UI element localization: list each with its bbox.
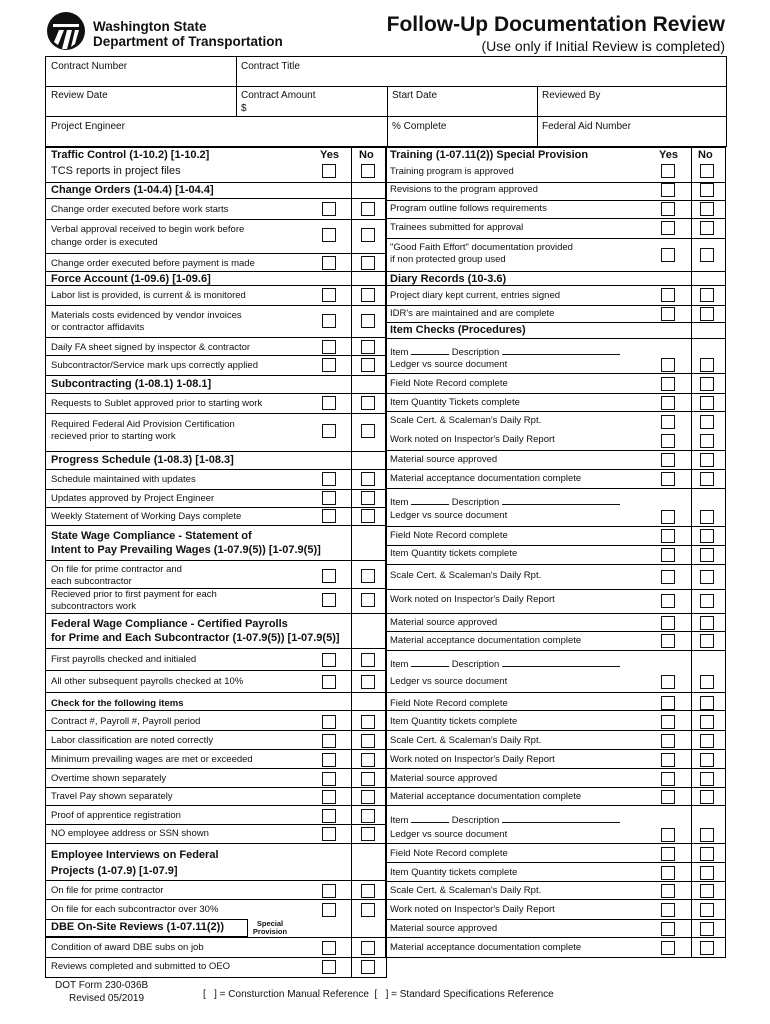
item-text: Scale Cert. & Scaleman's Daily Rpt. bbox=[390, 570, 542, 581]
section-dbe: DBE On-Site Reviews (1-07.11(2)) bbox=[46, 919, 248, 937]
item-text: Subcontractor/Service mark ups correctly applied bbox=[51, 360, 258, 371]
item-text: Ledger vs source document bbox=[390, 829, 508, 840]
agency-line1: Washington State bbox=[93, 19, 207, 34]
yes-checkbox[interactable] bbox=[322, 715, 336, 729]
no-checkbox[interactable] bbox=[700, 288, 714, 302]
item-text: Condition of award DBE subs on job bbox=[51, 942, 204, 953]
no-checkbox[interactable] bbox=[700, 790, 714, 804]
no-checkbox[interactable] bbox=[700, 164, 714, 178]
item-text: Change order executed before payment is made bbox=[51, 258, 255, 269]
item-text: First payrolls checked and initialed bbox=[51, 654, 197, 665]
yes-checkbox[interactable] bbox=[661, 922, 675, 936]
yes-checkbox[interactable] bbox=[661, 358, 675, 372]
item-text: "Good Faith Effort" documentation provided bbox=[390, 242, 573, 253]
review-date-field[interactable]: Review Date bbox=[51, 90, 108, 101]
item-text: On file for each subcontractor over 30% bbox=[51, 904, 219, 915]
no-checkbox[interactable] bbox=[361, 903, 375, 917]
no-checkbox[interactable] bbox=[700, 734, 714, 748]
contract-title-field[interactable]: Contract Title bbox=[241, 61, 300, 72]
item-text: Program outline follows requirements bbox=[390, 203, 547, 214]
no-checkbox[interactable] bbox=[361, 884, 375, 898]
agency-line2: Department of Transportation bbox=[93, 34, 283, 49]
yes-checkbox[interactable] bbox=[322, 653, 336, 667]
item-text: TCS reports in project files bbox=[51, 165, 181, 177]
section-employee-interviews bbox=[46, 843, 386, 881]
start-date-field[interactable]: Start Date bbox=[392, 90, 438, 101]
yes-checkbox[interactable] bbox=[661, 847, 675, 861]
yes-checkbox[interactable] bbox=[661, 377, 675, 391]
section-progress-schedule: Progress Schedule (1-08.3) [1-08.3] bbox=[46, 451, 386, 470]
no-checkbox[interactable] bbox=[700, 434, 714, 448]
item-text: change order is executed bbox=[51, 237, 158, 248]
item-text: Reviews completed and submitted to OEO bbox=[51, 961, 231, 972]
no-checkbox[interactable] bbox=[700, 221, 714, 235]
item-text: Trainees submitted for approval bbox=[390, 222, 524, 233]
no-checkbox[interactable] bbox=[361, 675, 375, 689]
no-checkbox[interactable] bbox=[361, 314, 375, 328]
item-text: Work noted on Inspector's Daily Report bbox=[390, 904, 555, 915]
no-checkbox[interactable] bbox=[700, 202, 714, 216]
yes-checkbox[interactable] bbox=[661, 772, 675, 786]
no-checkbox[interactable] bbox=[361, 653, 375, 667]
yes-checkbox[interactable] bbox=[661, 696, 675, 710]
item-text: Work noted on Inspector's Daily Report bbox=[390, 754, 555, 765]
no-checkbox[interactable] bbox=[361, 164, 375, 178]
yes-checkbox[interactable] bbox=[322, 884, 336, 898]
right-column bbox=[385, 147, 726, 958]
left-column bbox=[45, 147, 387, 978]
item-text: Ledger vs source document bbox=[390, 510, 508, 521]
yes-checkbox[interactable] bbox=[661, 941, 675, 955]
yes-checkbox[interactable] bbox=[322, 960, 336, 974]
yes-checkbox[interactable] bbox=[322, 827, 336, 841]
yes-checkbox[interactable] bbox=[322, 340, 336, 354]
yes-checkbox[interactable] bbox=[661, 202, 675, 216]
item-text: Weekly Statement of Working Days complete bbox=[51, 511, 242, 522]
item-text: Overtime shown separately bbox=[51, 773, 167, 784]
yes-checkbox[interactable] bbox=[322, 491, 336, 505]
yes-checkbox[interactable] bbox=[661, 616, 675, 630]
item-text: Material source approved bbox=[390, 454, 498, 465]
percent-complete-field[interactable]: % Complete bbox=[392, 121, 447, 132]
item-text: Item Quantity tickets complete bbox=[390, 716, 518, 727]
item-text: Labor classification are noted correctly bbox=[51, 735, 214, 746]
no-checkbox[interactable] bbox=[700, 548, 714, 562]
no-checkbox[interactable] bbox=[361, 827, 375, 841]
item-text: Field Note Record complete bbox=[390, 848, 508, 859]
item-text: Requests to Sublet approved prior to starting work bbox=[51, 398, 263, 409]
no-checkbox[interactable] bbox=[700, 529, 714, 543]
yes-checkbox[interactable] bbox=[661, 248, 675, 262]
no-checkbox[interactable] bbox=[700, 922, 714, 936]
no-checkbox[interactable] bbox=[700, 570, 714, 584]
check-items-heading: Check for the following items bbox=[51, 698, 184, 709]
no-checkbox[interactable] bbox=[700, 183, 714, 197]
item-text: Material acceptance documentation complete bbox=[390, 635, 582, 646]
no-checkbox[interactable] bbox=[361, 715, 375, 729]
item-text: Training program is approved bbox=[390, 166, 514, 177]
item-text: Field Note Record complete bbox=[390, 378, 508, 389]
no-checkbox[interactable] bbox=[700, 472, 714, 486]
no-checkbox[interactable] bbox=[361, 569, 375, 583]
no-checkbox[interactable] bbox=[361, 960, 375, 974]
section-line: State Wage Compliance - Statement of bbox=[51, 530, 252, 542]
yes-checkbox[interactable] bbox=[322, 228, 336, 242]
no-checkbox[interactable] bbox=[361, 358, 375, 372]
item-description-row[interactable]: Item Description bbox=[390, 813, 620, 827]
section-change-orders: Change Orders (1-04.4) [1-04.4] bbox=[46, 182, 386, 199]
section-state-wage bbox=[46, 525, 386, 561]
no-checkbox[interactable] bbox=[700, 715, 714, 729]
item-text: Scale Cert. & Scaleman's Daily Rpt. bbox=[390, 735, 542, 746]
no-checkbox[interactable] bbox=[361, 396, 375, 410]
item-text: Material acceptance documentation complete bbox=[390, 942, 582, 953]
item-description-row[interactable]: Item Description bbox=[390, 657, 620, 671]
no-checkbox[interactable] bbox=[361, 734, 375, 748]
no-checkbox[interactable] bbox=[361, 753, 375, 767]
yes-checkbox[interactable] bbox=[322, 396, 336, 410]
item-text: recieved prior to starting work bbox=[51, 431, 176, 442]
yes-checkbox[interactable] bbox=[322, 288, 336, 302]
item-text: Required Federal Aid Provision Certification bbox=[51, 419, 235, 430]
item-text: Revisions to the program approved bbox=[390, 184, 538, 195]
no-checkbox[interactable] bbox=[700, 847, 714, 861]
item-text: Scale Cert. & Scaleman's Daily Rpt. bbox=[390, 885, 542, 896]
no-checkbox[interactable] bbox=[361, 340, 375, 354]
no-checkbox[interactable] bbox=[700, 307, 714, 321]
yes-checkbox[interactable] bbox=[322, 509, 336, 523]
section-federal-wage bbox=[46, 613, 386, 649]
item-text: Project diary kept current, entries signed bbox=[390, 290, 561, 301]
item-text: IDR's are maintained and are complete bbox=[390, 308, 555, 319]
yes-checkbox[interactable] bbox=[661, 164, 675, 178]
form-subtitle: (Use only if Initial Review is completed) bbox=[481, 38, 725, 54]
yes-checkbox[interactable] bbox=[322, 593, 336, 607]
no-checkbox[interactable] bbox=[700, 358, 714, 372]
yes-checkbox[interactable] bbox=[661, 453, 675, 467]
item-text: Materials costs evidenced by vendor invoices bbox=[51, 310, 242, 321]
no-checkbox[interactable] bbox=[361, 593, 375, 607]
no-checkbox[interactable] bbox=[700, 675, 714, 689]
contract-amount-field[interactable]: Contract Amount bbox=[241, 90, 316, 101]
header-fields bbox=[45, 56, 727, 147]
yes-checkbox[interactable] bbox=[661, 734, 675, 748]
no-checkbox[interactable] bbox=[700, 866, 714, 880]
no-header: No bbox=[698, 149, 713, 161]
yes-checkbox[interactable] bbox=[661, 548, 675, 562]
item-text: On file for prime contractor bbox=[51, 885, 164, 896]
section-traffic-control: Traffic Control (1-10.2) [1-10.2] bbox=[51, 149, 210, 161]
yes-checkbox[interactable] bbox=[661, 866, 675, 880]
item-text: On file for prime contractor and bbox=[51, 564, 182, 575]
item-text: each subcontractor bbox=[51, 576, 132, 587]
no-checkbox[interactable] bbox=[361, 809, 375, 823]
item-text: NO employee address or SSN shown bbox=[51, 828, 209, 839]
item-text: Daily FA sheet signed by inspector & contractor bbox=[51, 342, 251, 353]
item-text: subcontractors work bbox=[51, 601, 137, 612]
yes-checkbox[interactable] bbox=[661, 634, 675, 648]
project-engineer-field[interactable]: Project Engineer bbox=[51, 121, 125, 132]
no-checkbox[interactable] bbox=[700, 941, 714, 955]
no-checkbox[interactable] bbox=[700, 415, 714, 429]
agency-name bbox=[93, 19, 283, 49]
yes-checkbox[interactable] bbox=[322, 753, 336, 767]
no-header: No bbox=[359, 149, 374, 161]
contract-number-field[interactable]: Contract Number bbox=[51, 61, 128, 72]
item-text: Material acceptance documentation complete bbox=[390, 791, 582, 802]
yes-checkbox[interactable] bbox=[322, 256, 336, 270]
item-text: Work noted on Inspector's Daily Report bbox=[390, 594, 555, 605]
yes-checkbox[interactable] bbox=[322, 314, 336, 328]
no-checkbox[interactable] bbox=[700, 903, 714, 917]
item-text: Material source approved bbox=[390, 617, 498, 628]
item-text: Labor list is provided, is current & is monitored bbox=[51, 290, 246, 301]
item-description-row[interactable]: Item Description bbox=[390, 495, 620, 509]
no-checkbox[interactable] bbox=[361, 424, 375, 438]
section-line: Intent to Pay Prevailing Wages (1-07.9(5)) [1-07.9(5)] bbox=[51, 544, 321, 556]
item-text: Travel Pay shown separately bbox=[51, 791, 173, 802]
item-text: if non protected group used bbox=[390, 254, 506, 265]
item-text: Scale Cert. & Scaleman's Daily Rpt. bbox=[390, 415, 542, 426]
item-text: Schedule maintained with updates bbox=[51, 474, 196, 485]
item-text: Contract #, Payroll #, Payroll period bbox=[51, 716, 201, 727]
item-text: Field Note Record complete bbox=[390, 530, 508, 541]
no-checkbox[interactable] bbox=[361, 509, 375, 523]
yes-header: Yes bbox=[320, 149, 339, 161]
revised-date: Revised 05/2019 bbox=[69, 993, 145, 1004]
section-subcontracting: Subcontracting (1-08.1) 1-08.1] bbox=[46, 375, 386, 394]
section-diary-records: Diary Records (10-3.6) bbox=[385, 271, 725, 286]
no-checkbox[interactable] bbox=[700, 753, 714, 767]
yes-checkbox[interactable] bbox=[661, 472, 675, 486]
reviewed-by-field[interactable]: Reviewed By bbox=[542, 90, 601, 101]
item-text: Work noted on Inspector's Daily Report bbox=[390, 434, 555, 445]
item-text: Recieved prior to first payment for each bbox=[51, 589, 217, 600]
item-text: Material source approved bbox=[390, 773, 498, 784]
section-force-account: Force Account (1-09.6) [1-09.6] bbox=[46, 271, 386, 286]
no-checkbox[interactable] bbox=[700, 396, 714, 410]
no-checkbox[interactable] bbox=[700, 510, 714, 524]
wsdot-logo-icon bbox=[46, 11, 86, 51]
yes-checkbox[interactable] bbox=[661, 594, 675, 608]
dollar-sign: $ bbox=[241, 103, 247, 114]
yes-checkbox[interactable] bbox=[661, 675, 675, 689]
section-line: Projects (1-07.9) [1-07.9] bbox=[51, 865, 178, 877]
special-line: Provision bbox=[252, 927, 288, 936]
yes-checkbox[interactable] bbox=[322, 809, 336, 823]
yes-checkbox[interactable] bbox=[661, 183, 675, 197]
no-checkbox[interactable] bbox=[361, 256, 375, 270]
no-checkbox[interactable] bbox=[700, 828, 714, 842]
yes-checkbox[interactable] bbox=[322, 675, 336, 689]
no-checkbox[interactable] bbox=[361, 491, 375, 505]
federal-aid-number-field[interactable]: Federal Aid Number bbox=[542, 121, 631, 132]
yes-checkbox[interactable] bbox=[322, 941, 336, 955]
no-checkbox[interactable] bbox=[700, 884, 714, 898]
yes-checkbox[interactable] bbox=[322, 790, 336, 804]
yes-checkbox[interactable] bbox=[661, 884, 675, 898]
item-text: Verbal approval received to begin work before bbox=[51, 224, 245, 235]
item-description-row[interactable]: Item Description bbox=[390, 345, 620, 359]
item-text: or contractor affidavits bbox=[51, 322, 145, 333]
yes-checkbox[interactable] bbox=[322, 734, 336, 748]
yes-checkbox[interactable] bbox=[661, 715, 675, 729]
item-text: Item Quantity Tickets complete bbox=[390, 397, 520, 408]
item-text: Material acceptance documentation complete bbox=[390, 473, 582, 484]
item-text: Material source approved bbox=[390, 923, 498, 934]
item-text: Change order executed before work starts bbox=[51, 204, 229, 215]
yes-header: Yes bbox=[659, 149, 678, 161]
yes-checkbox[interactable] bbox=[322, 164, 336, 178]
no-checkbox[interactable] bbox=[361, 472, 375, 486]
no-checkbox[interactable] bbox=[361, 288, 375, 302]
yes-checkbox[interactable] bbox=[661, 529, 675, 543]
no-checkbox[interactable] bbox=[700, 696, 714, 710]
no-checkbox[interactable] bbox=[361, 941, 375, 955]
yes-checkbox[interactable] bbox=[661, 510, 675, 524]
yes-checkbox[interactable] bbox=[322, 903, 336, 917]
item-text: Item Quantity tickets complete bbox=[390, 548, 518, 559]
form-number: DOT Form 230-036B bbox=[55, 980, 149, 991]
yes-checkbox[interactable] bbox=[661, 307, 675, 321]
form-title: Follow-Up Documentation Review bbox=[386, 13, 725, 36]
yes-checkbox[interactable] bbox=[661, 570, 675, 584]
reference-legend: [ ] = Consturction Manual Reference [ ] = Standard Specifications Reference bbox=[203, 989, 554, 1000]
yes-checkbox[interactable] bbox=[322, 472, 336, 486]
special-provision-label bbox=[250, 920, 290, 936]
no-checkbox[interactable] bbox=[700, 772, 714, 786]
no-checkbox[interactable] bbox=[361, 790, 375, 804]
yes-checkbox[interactable] bbox=[661, 828, 675, 842]
yes-checkbox[interactable] bbox=[322, 569, 336, 583]
item-text: Updates approved by Project Engineer bbox=[51, 493, 215, 504]
no-checkbox[interactable] bbox=[361, 772, 375, 786]
yes-checkbox[interactable] bbox=[322, 202, 336, 216]
yes-checkbox[interactable] bbox=[322, 358, 336, 372]
yes-checkbox[interactable] bbox=[661, 396, 675, 410]
yes-checkbox[interactable] bbox=[661, 790, 675, 804]
item-text: Proof of apprentice registration bbox=[51, 810, 181, 821]
item-text: Field Note Record complete bbox=[390, 698, 508, 709]
yes-checkbox[interactable] bbox=[661, 221, 675, 235]
yes-checkbox[interactable] bbox=[322, 424, 336, 438]
section-training: Training (1-07.11(2)) Special Provision bbox=[390, 149, 589, 161]
item-text: Ledger vs source document bbox=[390, 676, 508, 687]
section-line: Employee Interviews on Federal bbox=[51, 849, 219, 861]
no-checkbox[interactable] bbox=[361, 228, 375, 242]
section-line: Federal Wage Compliance - Certified Payrolls bbox=[51, 618, 288, 630]
no-checkbox[interactable] bbox=[700, 594, 714, 608]
no-checkbox[interactable] bbox=[700, 248, 714, 262]
no-checkbox[interactable] bbox=[361, 202, 375, 216]
yes-checkbox[interactable] bbox=[661, 288, 675, 302]
section-line: for Prime and Each Subcontractor (1-07.9(5)) [1-07.9(5)] bbox=[51, 632, 340, 644]
no-checkbox[interactable] bbox=[700, 377, 714, 391]
item-text: All other subsequent payrolls checked at 10% bbox=[51, 676, 244, 687]
item-text: Minimum prevailing wages are met or exceeded bbox=[51, 754, 253, 765]
section-item-checks: Item Checks (Procedures) bbox=[385, 322, 725, 339]
yes-checkbox[interactable] bbox=[322, 772, 336, 786]
special-line: Special bbox=[256, 919, 284, 928]
yes-checkbox[interactable] bbox=[661, 434, 675, 448]
yes-checkbox[interactable] bbox=[661, 753, 675, 767]
yes-checkbox[interactable] bbox=[661, 903, 675, 917]
no-checkbox[interactable] bbox=[700, 634, 714, 648]
no-checkbox[interactable] bbox=[700, 453, 714, 467]
item-text: Item Quantity tickets complete bbox=[390, 867, 518, 878]
item-text: Ledger vs source document bbox=[390, 359, 508, 370]
yes-checkbox[interactable] bbox=[661, 415, 675, 429]
no-checkbox[interactable] bbox=[700, 616, 714, 630]
